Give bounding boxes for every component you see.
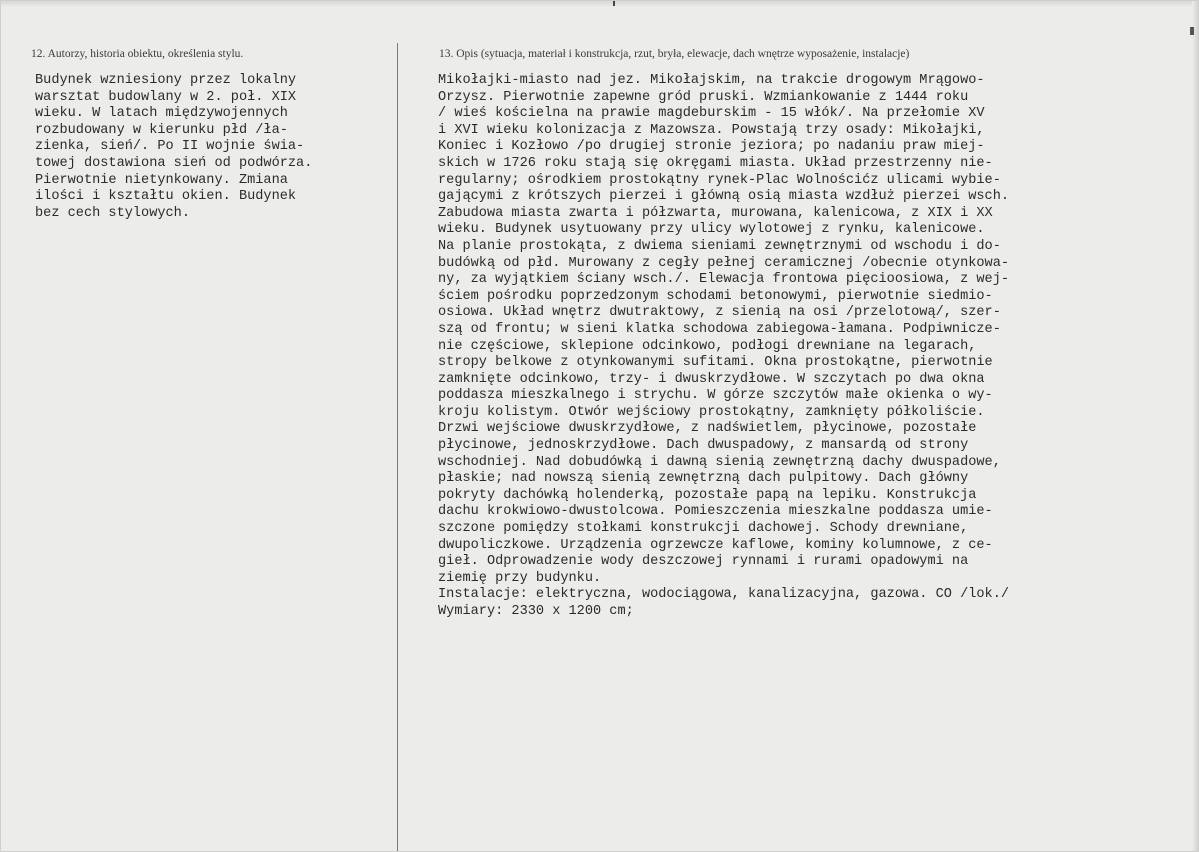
typed-line: ilości i kształtu okien. Budynek [35, 189, 297, 205]
typed-line: gieł. Odprowadzenie wody deszczowej rynnami i rurami opadowymi na [438, 554, 969, 570]
typed-line: bez cech stylowych. [35, 205, 190, 221]
typed-line: zamknięte odcinkowo, trzy- i dwuskrzydłowe. W szczytach po dwa okna [438, 371, 985, 387]
typed-line: pokryty dachówką holenderką, pozostałe papą na lepiku. Konstrukcja [438, 487, 977, 503]
typed-line: płycinowe, jednoskrzydłowe. Dach dwuspadowy, z mansardą od strony [438, 438, 969, 454]
typed-line: / wieś kościelna na prawie magdeburskim - 15 włók/. Na przełomie XV [438, 106, 985, 122]
typed-line: Mikołajki-miasto nad jez. Mikołajskim, na trakcie drogowym Mrągowo- [438, 73, 985, 88]
section-13-header: 13. Opis (sytuacja, materiał i konstrukcja, rzut, bryła, elewacje, dach wnętrze wyposażenie, instalacje) [439, 48, 910, 60]
typed-line: skich w 1726 roku stają się okręgami miasta. Układ przestrzenny nie- [438, 155, 993, 171]
column-divider [397, 43, 398, 852]
card-corner-mark [1190, 27, 1194, 35]
typed-line: wieku. W latach międzywojennych [35, 106, 288, 122]
typed-line: wieku. Budynek usytuowany przy ulicy wylotowej z rynku, kalenicowe. [438, 222, 985, 238]
typed-line: wschodniej. Nad dobudówką i dawną sienią zewnętrzną dachy dwuspadowe, [438, 454, 1001, 470]
typed-line: ny, za wyjątkiem ściany wsch./. Elewacja frontowa pięcioosiowa, z wej- [438, 272, 1010, 288]
typed-line: rozbudowany w kierunku płd /ła- [35, 122, 288, 138]
typed-line: gającymi z krótszych pierzei i główną osią miasta wzdłuż pierzei wsch. [438, 189, 1010, 205]
typed-line: kroju kolistym. Otwór wejściowy prostokątny, zamknięty półkoliście. [438, 404, 985, 420]
typed-line: szczone pomiędzy stołkami konstrukcji dachowej. Schody drewniane, [438, 521, 969, 537]
section-12-header: 12. Autorzy, historia obiektu, określenia stylu. [31, 48, 244, 60]
card-top-mark [613, 1, 615, 6]
card-right-edge [1192, 1, 1198, 852]
section-12-text [35, 73, 312, 222]
typed-line: płaskie; nad nowszą sienią zewnętrzną dach pulpitowy. Dach główny [438, 471, 969, 487]
typed-line: Drzwi wejściowe dwuskrzydłowe, z nadświetlem, płycinowe, pozostałe [438, 421, 977, 437]
typed-line: stropy belkowe z otynkowanymi sufitami. Okna prostokątne, pierwotnie [438, 355, 993, 371]
card-top-edge [1, 1, 1199, 7]
typed-line: dwupoliczkowe. Urządzenia ogrzewcze kaflowe, kominy kolumnowe, z ce- [438, 537, 993, 553]
typed-line: dachu krokwiowo-dwustolcowa. Pomieszczenia mieszkalne poddasza umie- [438, 504, 993, 520]
typed-line: zienka, sień/. Po II wojnie świa- [35, 139, 305, 155]
typed-line: Orzysz. Pierwotnie zapewne gród pruski. Wzmiankowanie z 1444 roku [438, 89, 969, 105]
typed-line: osiowa. Układ wnętrz dwutraktowy, z sienią na osi /przelotową/, szer- [438, 305, 1001, 321]
typed-line: budówką od płd. Murowany z cegły pełnej ceramicznej /obecnie otynkowa- [438, 255, 1010, 271]
typed-line: poddasza mieszkalnego i strychu. W górze szczytów małe okienka o wy- [438, 388, 993, 404]
typed-line: ziemię przy budynku. [438, 570, 602, 586]
typed-line: Pierwotnie nietynkowany. Zmiana [35, 172, 288, 188]
typed-line: warsztat budowlany w 2. poł. XIX [35, 89, 297, 105]
section-13-text [438, 73, 1009, 621]
typed-line: Wymiary: 2330 x 1200 cm; [438, 604, 634, 619]
typed-line: Na planie prostokąta, z dwiema sieniami zewnętrznymi od wschodu i do- [438, 238, 1001, 254]
typed-line: szą od frontu; w sieni klatka schodowa zabiegowa-łamana. Podpiwnicze- [438, 321, 1001, 337]
typed-line: nie częściowe, sklepione odcinkowo, podłogi drewniane na legarach, [438, 338, 977, 354]
typed-line: ściem pośrodku poprzedzonym schodami betonowymi, pierwotnie siedmio- [438, 288, 993, 304]
typed-line: i XVI wieku kolonizacja z Mazowsza. Powstają trzy osady: Mikołajki, [438, 122, 985, 138]
typed-line: Koniec i Kozłowo /po drugiej stronie jeziora; po nadaniu praw miej- [438, 139, 985, 155]
typed-line: Instalacje: elektryczna, wodociągowa, kanalizacyjna, gazowa. CO /lok./ [438, 587, 1010, 603]
typed-line: Budynek wzniesiony przez lokalny [35, 73, 297, 88]
typed-line: towej dostawiona sień od podwórza. [35, 155, 313, 171]
typed-line: Zabudowa miasta zwarta i półzwarta, murowana, kalenicowa, z XIX i XX [438, 205, 993, 221]
typed-line: regularny; ośrodkiem prostokątny rynek-Plac Wolnościćz ulicami wybie- [438, 172, 1001, 188]
